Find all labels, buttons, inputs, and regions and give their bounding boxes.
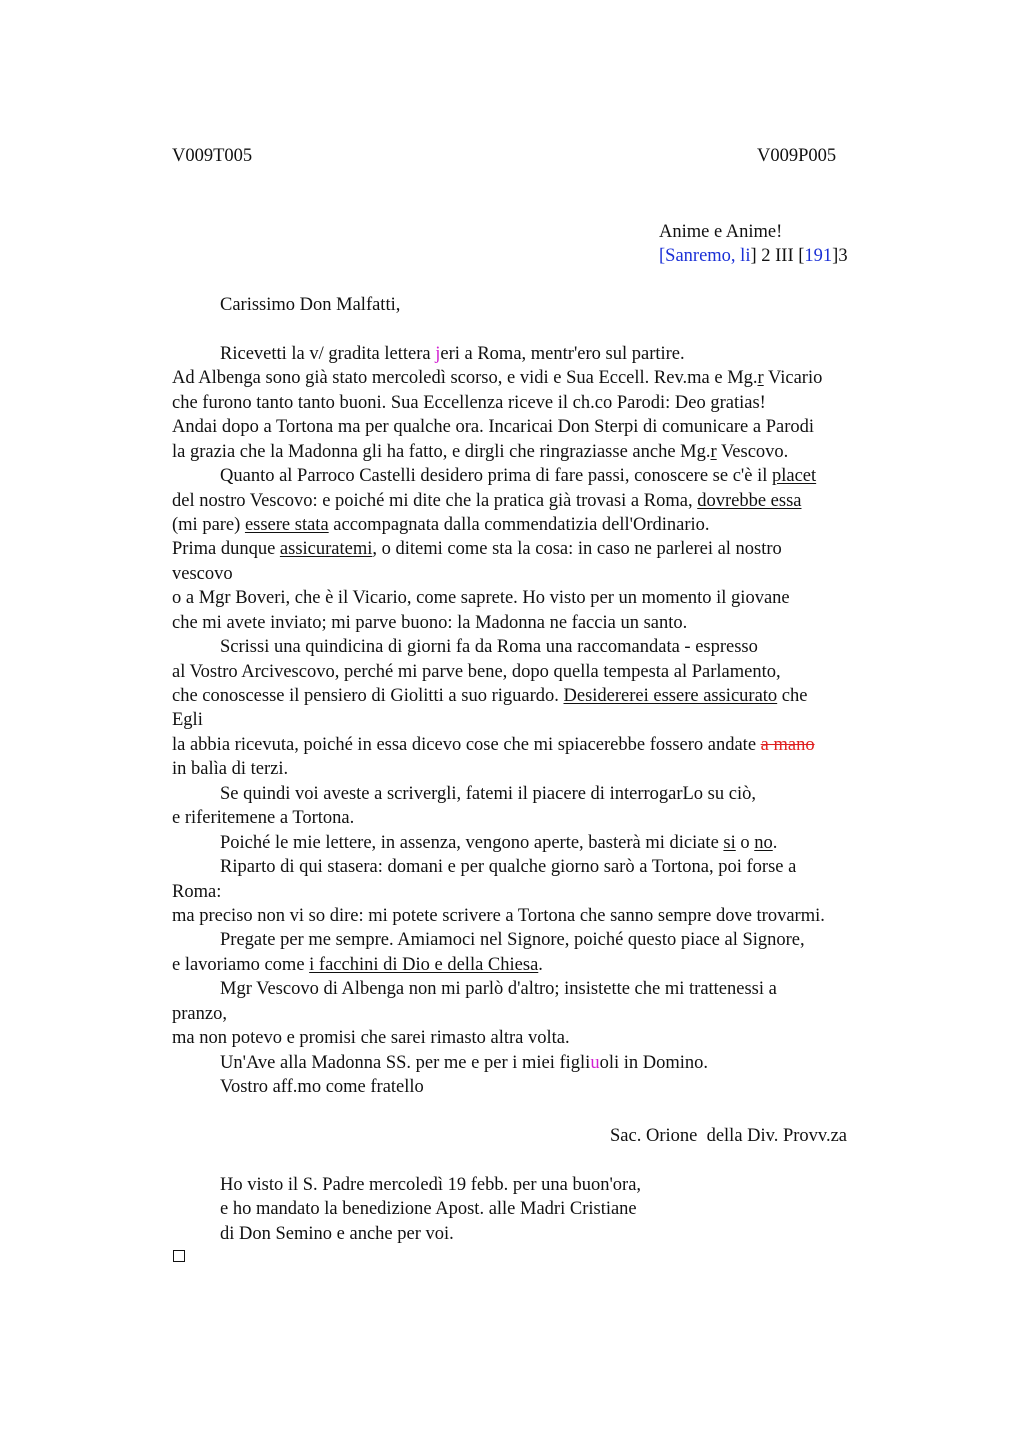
body-line: Riparto di qui stasera: domani e per qualche giorno sarò a Tortona, poi forse a <box>220 857 797 877</box>
end-square-icon <box>173 1250 185 1262</box>
postscript-line: Ho visto il S. Padre mercoledì 19 febb. per una buon'ora, <box>220 1175 642 1195</box>
body-line: Se quindi voi aveste a scrivergli, fatemi il piacere di interrogarLo su ciò, <box>220 784 756 804</box>
body-line: Ricevetti la v/ gradita lettera jeri a Roma, mentr'ero sul partire. <box>220 344 685 364</box>
body-line: e lavoriamo come i facchini di Dio e della Chiesa. <box>172 955 543 975</box>
body-line: Roma: <box>172 882 222 902</box>
body-line: Prima dunque assicuratemi, o ditemi come sta la cosa: in caso ne parlerei al nostro <box>172 539 782 559</box>
date-line: [Sanremo, li] 2 III [191]3 <box>659 246 848 266</box>
body-line: Pregate per me sempre. Amiamoci nel Signore, poiché questo piace al Signore, <box>220 930 805 950</box>
body-line: Quanto al Parroco Castelli desidero prima di fare passi, conoscere se c'è il placet <box>220 466 817 486</box>
body-line: la abbia ricevuta, poiché in essa dicevo cose che mi spiacerebbe fossero andate a mano <box>172 735 815 755</box>
body-line: Egli <box>172 710 203 730</box>
deleted-text: a mano <box>760 735 815 755</box>
postscript-line: di Don Semino e anche per voi. <box>220 1224 454 1244</box>
body-line: al Vostro Arcivescovo, perché mi parve bene, dopo quella tempesta al Parlamento, <box>172 662 781 682</box>
document-code-left: V009T005 <box>172 146 253 166</box>
body-line: e riferitemene a Tortona. <box>172 808 355 828</box>
salutation: Carissimo Don Malfatti, <box>220 295 401 315</box>
body-line: o a Mgr Boveri, che è il Vicario, come saprete. Ho visto per un momento il giovane <box>172 588 790 608</box>
postscript-line: e ho mandato la benedizione Apost. alle Madri Cristiane <box>220 1199 637 1219</box>
body-line: (mi pare) essere stata accompagnata dalla commendatizia dell'Ordinario. <box>172 515 710 535</box>
body-line: Andai dopo a Tortona ma per qualche ora. Incaricai Don Sterpi di comunicare a Parodi <box>172 417 815 437</box>
body-line: Poiché le mie lettere, in assenza, vengono aperte, basterà mi diciate si o no. <box>220 833 778 853</box>
closing: Vostro aff.mo come fratello <box>220 1077 424 1097</box>
body-line: del nostro Vescovo: e poiché mi dite che la pratica già trovasi a Roma, dovrebbe essa <box>172 491 802 511</box>
motto: Anime e Anime! <box>659 222 783 242</box>
body-line: vescovo <box>172 564 233 584</box>
body-line: che furono tanto tanto buoni. Sua Eccellenza riceve il ch.co Parodi: Deo gratias! <box>172 393 766 413</box>
body-line: in balìa di terzi. <box>172 759 289 779</box>
body-line: pranzo, <box>172 1004 227 1024</box>
body-line: Mgr Vescovo di Albenga non mi parlò d'altro; insistette che mi trattenessi a <box>220 979 777 999</box>
body-line: Un'Ave alla Madonna SS. per me e per i miei figliuoli in Domino. <box>220 1053 709 1073</box>
document-code-right: V009P005 <box>757 146 837 166</box>
signature: Sac. Orione della Div. Provv.za <box>610 1126 848 1146</box>
body-line: Ad Albenga sono già stato mercoledì scorso, e vidi e Sua Eccell. Rev.ma e Mg.r Vicario <box>172 368 823 388</box>
body-line: la grazia che la Madonna gli ha fatto, e dirgli che ringraziasse anche Mg.r Vescovo. <box>172 442 789 462</box>
body-line: ma preciso non vi so dire: mi potete scrivere a Tortona che sanno sempre dove trovarmi. <box>172 906 825 926</box>
body-line: che conoscesse il pensiero di Giolitti a suo riguardo. Desidererei essere assicurato che <box>172 686 808 706</box>
body-line: che mi avete inviato; mi parve buono: la Madonna ne faccia un santo. <box>172 613 688 633</box>
body-line: ma non potevo e promisi che sarei rimasto altra volta. <box>172 1028 570 1048</box>
body-line: Scrissi una quindicina di giorni fa da Roma una raccomandata - espresso <box>220 637 758 657</box>
